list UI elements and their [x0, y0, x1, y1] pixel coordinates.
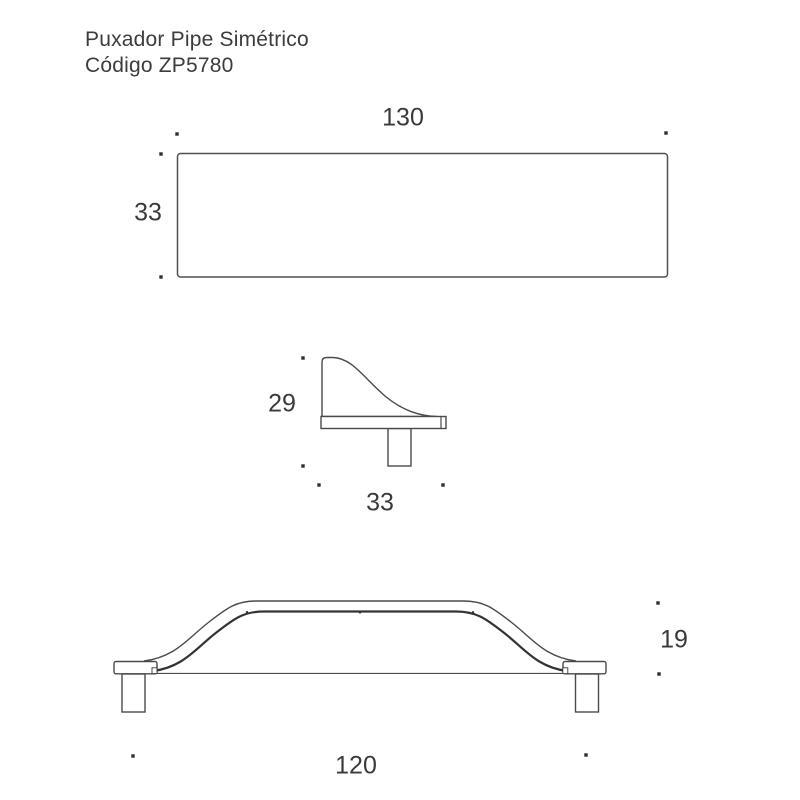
dim-dot — [317, 483, 320, 486]
dim-label-top-height: 33 — [134, 198, 162, 227]
dim-dot — [131, 754, 134, 757]
side-profile-curve — [322, 358, 437, 417]
dim-label-front-height: 19 — [660, 625, 688, 654]
joint-mark — [472, 611, 474, 613]
dim-dot — [664, 131, 667, 134]
side-base-bar — [321, 417, 446, 429]
dim-dot — [301, 464, 304, 467]
side-stem — [388, 429, 411, 467]
front-left-foot — [122, 674, 145, 712]
dim-dot — [656, 601, 659, 604]
top-view-outline — [178, 154, 668, 278]
dim-dot — [657, 672, 660, 675]
dim-dot — [584, 753, 587, 756]
dim-dot — [159, 275, 162, 278]
side-view — [301, 356, 446, 486]
dim-label-top-width: 130 — [382, 103, 424, 132]
front-right-foot — [576, 674, 599, 712]
dim-label-side-height: 29 — [268, 389, 296, 418]
front-outer-curve — [144, 601, 576, 661]
front-right-end-tick — [563, 668, 568, 674]
dim-dot — [159, 152, 162, 155]
front-inner-curve — [153, 612, 567, 672]
front-view — [114, 601, 661, 758]
product-code: Código ZP5780 — [85, 54, 234, 77]
front-right-ledge — [563, 662, 606, 674]
joint-mark — [359, 611, 361, 613]
dim-label-side-width: 33 — [366, 488, 394, 517]
front-left-end-tick — [152, 668, 157, 674]
dim-dot — [441, 483, 444, 486]
top-view — [159, 131, 667, 278]
front-left-ledge — [114, 662, 157, 674]
dim-dot — [301, 356, 304, 359]
product-name: Puxador Pipe Simétrico — [85, 28, 309, 51]
joint-mark — [246, 611, 248, 613]
dim-dot — [175, 132, 178, 135]
dim-label-front-width: 120 — [335, 751, 377, 780]
